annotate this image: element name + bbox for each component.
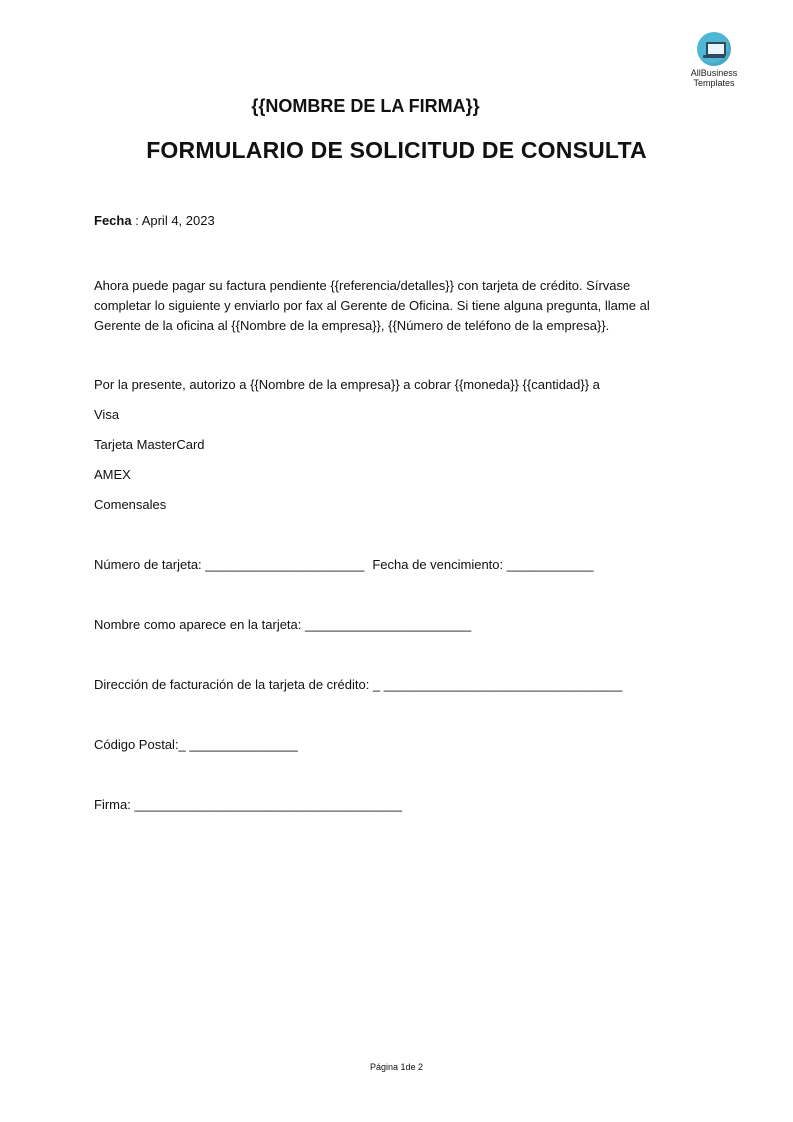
document-title: FORMULARIO DE SOLICITUD DE CONSULTA (146, 137, 647, 163)
logo-text (682, 68, 746, 88)
allbusiness-logo (682, 32, 746, 88)
option-visa: Visa (94, 407, 120, 422)
card-number-field: Número de tarjeta: ______________________ (94, 557, 365, 572)
logo-line-1: AllBusiness (690, 68, 738, 78)
date-label: Fecha (94, 213, 132, 228)
authorization-line: Por la presente, autorizo a {{Nombre de la empresa}} a cobrar {{moneda}} {{cantidad}} a (94, 377, 600, 392)
signature-field: Firma: _____________________________________ (94, 797, 402, 812)
intro-paragraph: Ahora puede pagar su factura pendiente {{referencia/detalles}} con tarjeta de crédito. Sírvase completar lo siguiente y enviarlo por fax al Gerente de Oficina. Si tiene alguna pregunta, llame al Gerente de la oficina al {{Nombre de la empresa}}, {{Número de teléfono de la empresa}}. (94, 278, 650, 333)
logo-line-2: Templates (693, 78, 735, 88)
option-comensales: Comensales (94, 497, 167, 512)
option-mastercard: Tarjeta MasterCard (94, 437, 205, 452)
date-value: April 4, 2023 (141, 213, 215, 228)
date-separator: : (131, 213, 142, 228)
card-expiry-row (94, 555, 594, 575)
page-number: Página 1de 2 (369, 1062, 424, 1072)
expiry-field: Fecha de vencimiento: ____________ (372, 557, 594, 572)
name-on-card-field: Nombre como aparece en la tarjeta: _______________________ (94, 617, 472, 632)
option-amex: AMEX (94, 467, 131, 482)
laptop-icon (697, 32, 731, 66)
postal-code-field: Código Postal:_ _______________ (94, 737, 298, 752)
firm-name: {{NOMBRE DE LA FIRMA}} (251, 96, 480, 116)
billing-address-field: Dirección de facturación de la tarjeta de crédito: _ _________________________________ (94, 677, 623, 692)
date-line (94, 211, 215, 231)
